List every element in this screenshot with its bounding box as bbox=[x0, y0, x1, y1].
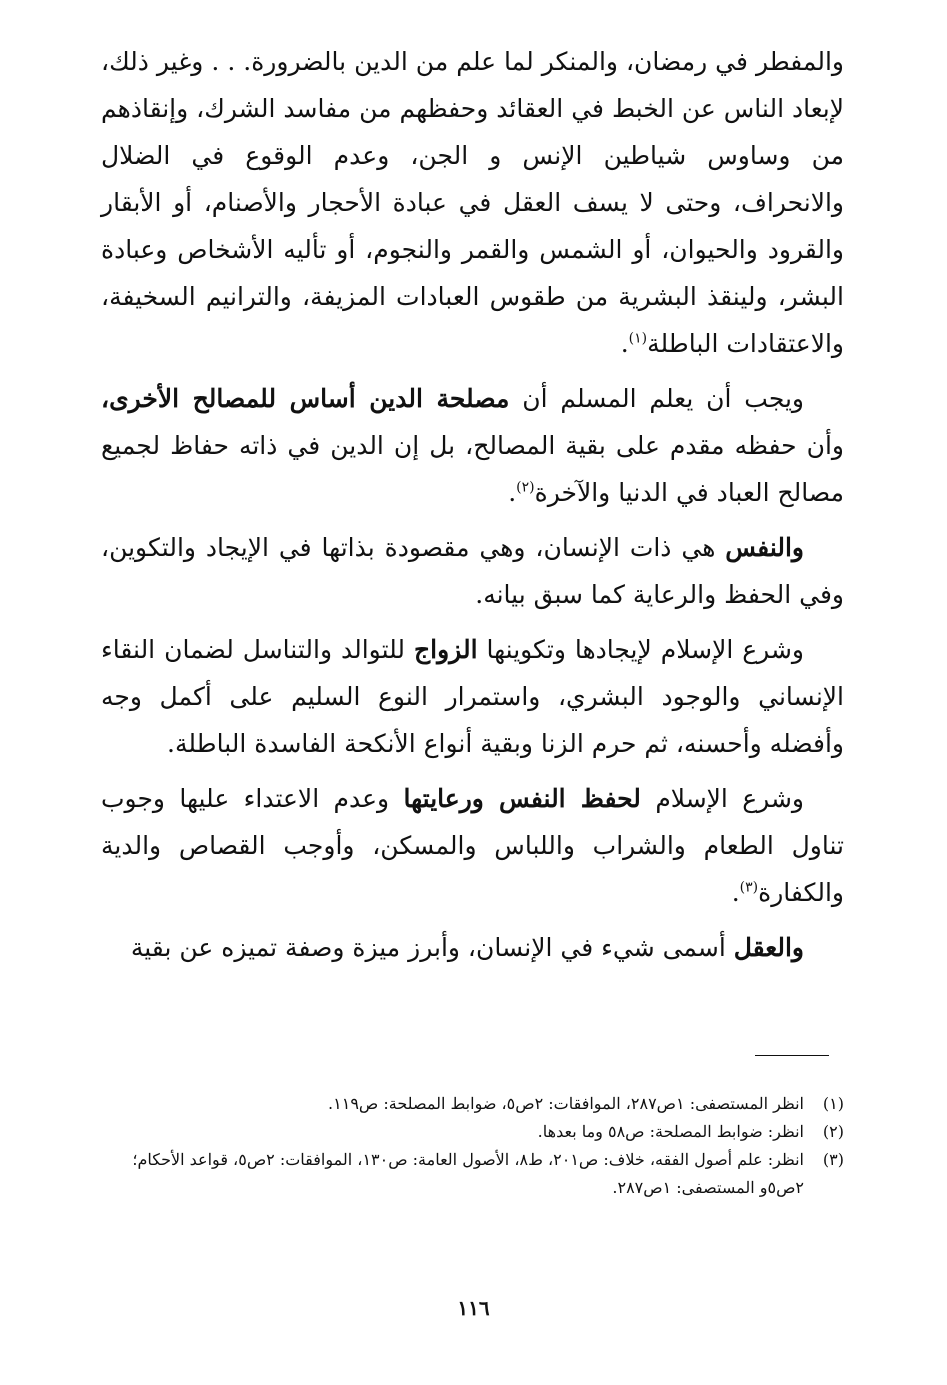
text-run: وشرع الإسلام bbox=[640, 784, 804, 813]
text-run: أسمى شيء في الإنسان، وأبرز ميزة وصفة تميزه عن بقية bbox=[130, 933, 734, 962]
footnotes bbox=[96, 1090, 844, 1202]
footnote-number: (٢) bbox=[822, 1122, 844, 1141]
bold-term: لحفظ النفس ورعايتها bbox=[403, 784, 641, 813]
bold-term: الزواج bbox=[414, 635, 478, 664]
text-run: . bbox=[731, 878, 740, 907]
main-text bbox=[101, 38, 844, 979]
bold-term: والنفس bbox=[725, 533, 804, 562]
footnote-separator bbox=[755, 1055, 829, 1056]
paragraph bbox=[101, 775, 844, 916]
text-run: وعدم الاعتداء عليها وجوب تناول الطعام والشراب واللباس والمسكن، وأوجب القصاص والدية والكفارة bbox=[101, 784, 844, 907]
footnote-text: انظر المستصفى: ١ص٢٨٧، الموافقات: ٢ص٥، ضوابط المصلحة: ص١١٩. bbox=[328, 1094, 804, 1113]
paragraph bbox=[101, 375, 844, 516]
footnote-ref: (٢) bbox=[516, 479, 535, 496]
footnote bbox=[96, 1118, 844, 1146]
footnote-ref: (١) bbox=[628, 330, 648, 347]
text-run: . bbox=[508, 478, 517, 507]
paragraph bbox=[101, 924, 844, 971]
bold-term: مصلحة الدين أساس للمصالح الأخرى، bbox=[101, 384, 510, 413]
footnote-text: انظر: ضوابط المصلحة: ص٥٨ وما بعدها. bbox=[537, 1122, 804, 1141]
footnote-text: انظر: علم أصول الفقه، خلاف: ص٢٠١، ط٨، الأصول العامة: ص١٣٠، الموافقات: ٢ص٥، قواعد الأحكام؛ ٢ص٥و المستصفى: ١ص٢٨٧. bbox=[132, 1150, 804, 1197]
footnote-number: (١) bbox=[822, 1094, 844, 1113]
paragraph bbox=[101, 626, 844, 767]
text-run: والمفطر في رمضان، والمنكر لما علم من الدين بالضرورة. . . وغير ذلك، لإبعاد الناس عن الخبط في العقائد وحفظهم من مفاسد الشرك، وإنقاذهم من وساوس شياطين الإنس و الجن، وعدم الوقوع في الضلال والانحراف، وحتى لا يسف العقل في عبادة الأحجار والأصنام، أو الأبقار والقرود والحيوان، أو الشمس والقمر والنجوم، أو تأليه الأشخاص وعبادة البشر، ولينقذ البشرية من طقوس العبادات المزيفة، والترانيم السخيفة، والاعتقادات الباطلة bbox=[101, 47, 844, 358]
paragraph bbox=[101, 38, 844, 367]
paragraph bbox=[101, 524, 844, 618]
footnote-number: (٣) bbox=[822, 1150, 844, 1169]
footnote bbox=[96, 1090, 844, 1118]
text-run: ويجب أن يعلم المسلم أن bbox=[509, 384, 804, 413]
bold-term: والعقل bbox=[733, 933, 804, 962]
text-run: للتوالد والتناسل لضمان النقاء الإنساني والوجود البشري، واستمرار النوع السليم على أكمل وجه وأفضله وأحسنه، ثم حرم الزنا وبقية أنواع الأنكحة الفاسدة الباطلة. bbox=[101, 635, 844, 758]
text-run: . bbox=[620, 329, 629, 358]
footnote bbox=[96, 1146, 844, 1202]
text-run: هي ذات الإنسان، وهي مقصودة بذاتها في الإيجاد والتكوين، وفي الحفظ والرعاية كما سبق بيانه. bbox=[101, 533, 844, 609]
text-run: وشرع الإسلام لإيجادها وتكوينها bbox=[477, 635, 804, 664]
text-run: وأن حفظه مقدم على بقية المصالح، بل إن الدين في ذاته حفاظ لجميع مصالح العباد في الدنيا والآخرة bbox=[101, 431, 844, 507]
footnote-ref: (٣) bbox=[739, 879, 759, 896]
page-number: ١١٦ bbox=[457, 1296, 490, 1320]
